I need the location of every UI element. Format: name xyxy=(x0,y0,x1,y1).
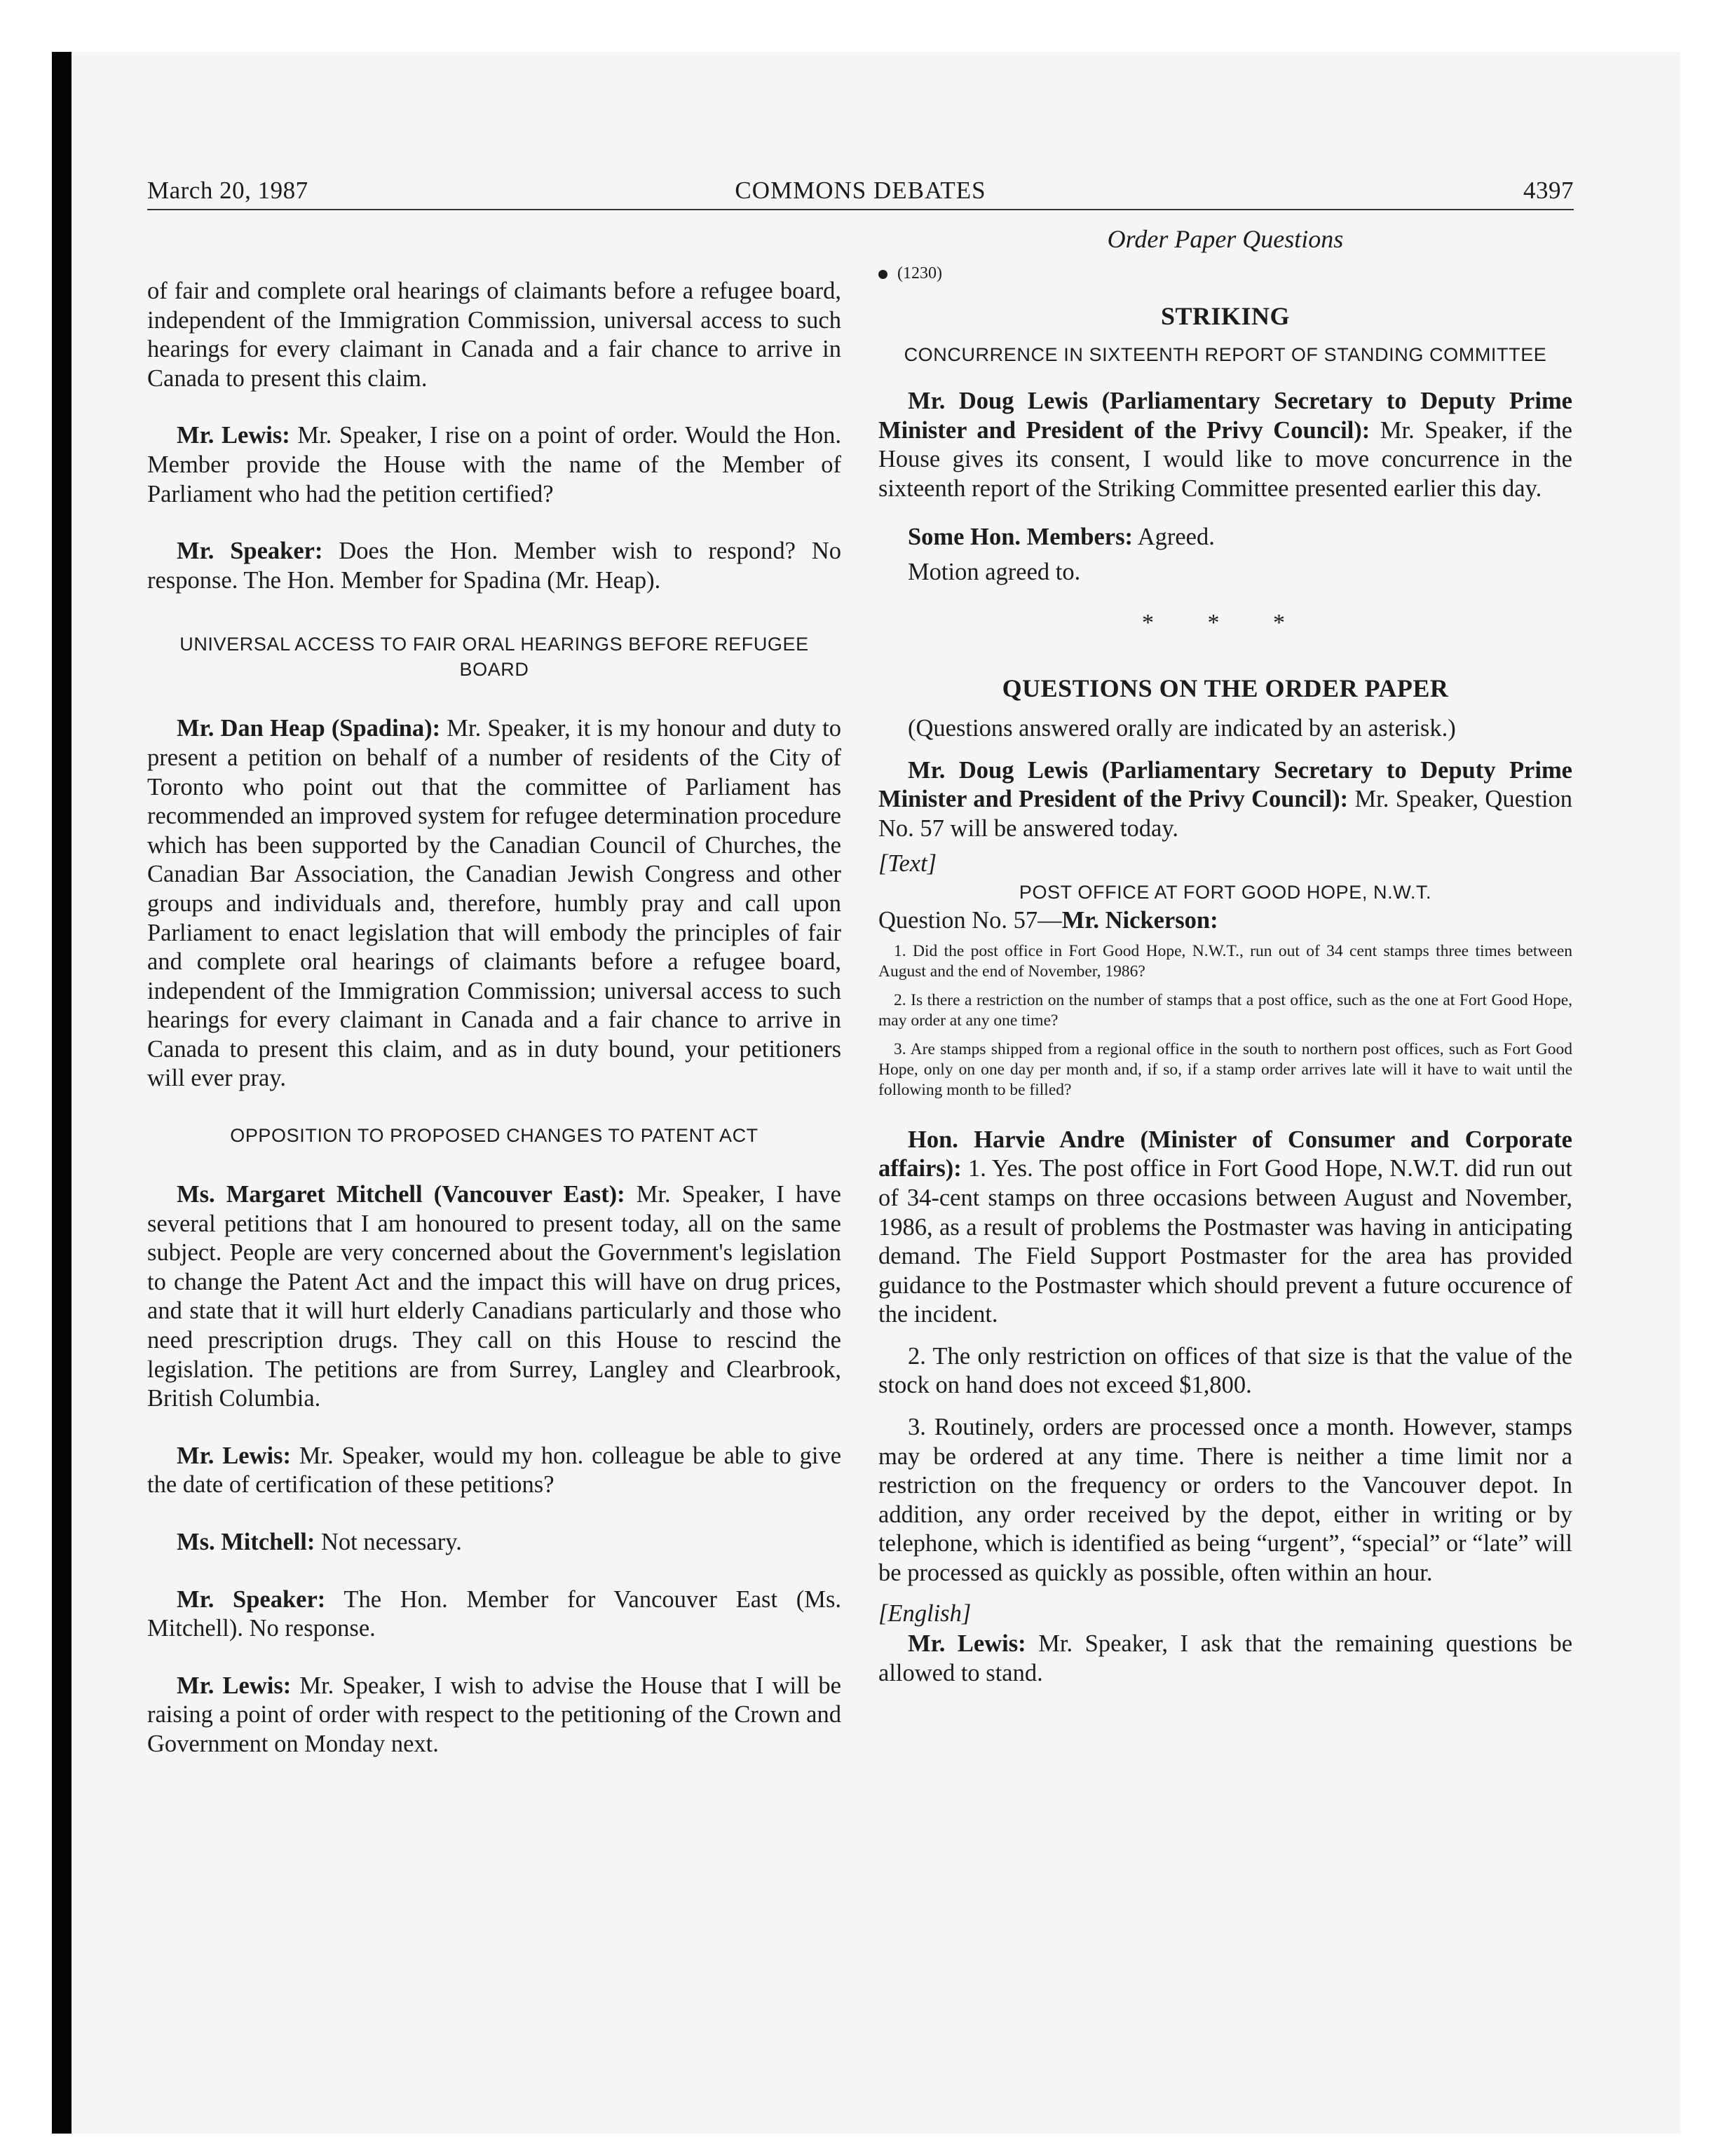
paragraph: of fair and complete oral hearings of claimants before a refugee board, independent of the Immigration Commission, universal access to such hearings for every claimant in Canada and a fair chance to arrive in Canada to present this claim. xyxy=(147,278,841,392)
section-break-stars: * * * xyxy=(1142,609,1309,636)
speaker-name: Mr. Lewis: xyxy=(177,1672,292,1699)
speaker-name: Ms. Margaret Mitchell (Vancouver East): xyxy=(177,1181,625,1208)
paragraph xyxy=(147,1585,841,1644)
paragraph xyxy=(878,523,1572,552)
header-journal-title: COMMONS DEBATES xyxy=(735,177,986,204)
timecode-text: (1230) xyxy=(897,264,942,282)
speaker-name: Mr. Doug Lewis (Parliamentary Secretary to Deputy Prime Minister and President of the Privy Council): xyxy=(878,756,1572,813)
speech-text: Mr. Speaker, I wish to advise the House that I will be raising a point of order with respect to the petitioning of the Crown and Government on Monday next. xyxy=(147,1672,841,1757)
paragraph xyxy=(147,421,841,509)
section-title: Order Paper Questions xyxy=(1107,225,1344,253)
paragraph xyxy=(147,714,841,1093)
paragraph: 3. Routinely, orders are processed once a month. However, stamps may be ordered at any time. There is neither a time limit nor a restriction on the frequency or orders to the Vancouver depot. In addition, any order received by the depot, either in writing or by telephone, which is identified as being “urgent”, “special” or “late” will be processed as quickly as possible, often within an hour. xyxy=(878,1414,1572,1587)
paragraph xyxy=(147,1180,841,1414)
left-column xyxy=(147,277,841,1759)
paragraph xyxy=(878,1126,1572,1330)
speaker-name: Mr. Lewis: xyxy=(177,422,290,449)
paragraph: Motion agreed to. xyxy=(908,558,1081,585)
speech-text: Not necessary. xyxy=(315,1529,462,1555)
paragraph xyxy=(878,387,1572,503)
speech-text: Mr. Speaker, it is my honour and duty to present a petition on behalf of a number of residents of the City of Toronto who point out that the committee of Parliament has recommended an improved system for refugee determination procedure which has been supported by the Canadian Council of Churches, the Canadian Bar Association, the Canadian Jewish Congress and other groups and individuals and, therefore, humbly pray and call upon Parliament to enact legislation that will embody the principles of fair and complete oral hearings of claimants before a refugee board, independent of the Immigration Commission; universal access to such hearings for every claimant in Canada and a fair chance to arrive in Canada to present this claim, and as in duty bound, your petitioners will ever pray. xyxy=(147,715,841,1092)
speech-text: Agreed. xyxy=(1132,524,1215,551)
bullet-icon xyxy=(878,270,887,279)
header-date: March 20, 1987 xyxy=(147,177,308,204)
language-marker: [English] xyxy=(878,1599,972,1627)
paragraph: (Questions answered orally are indicated by an asterisk.) xyxy=(908,715,1456,742)
question-line xyxy=(878,906,1572,936)
speech-text: Does the Hon. Member wish to respond? No response. The Hon. Member for Spadina (Mr. Heap). xyxy=(147,538,841,594)
speech-text: Mr. Speaker, would my hon. colleague be able to give the date of certification of these petitions? xyxy=(147,1442,842,1499)
question-label: Question No. 57— xyxy=(878,907,1062,934)
speaker-name: Mr. Doug Lewis (Parliamentary Secretary to Deputy Prime Minister and President of the Privy Council): xyxy=(878,388,1572,444)
paragraph: 2. The only restriction on offices of that size is that the value of the stock on hand does not exceed $1,800. xyxy=(878,1342,1572,1399)
paragraph xyxy=(147,537,841,595)
paragraph xyxy=(147,1442,841,1500)
section-heading: UNIVERSAL ACCESS TO FAIR ORAL HEARINGS BEFORE REFUGEE BOARD xyxy=(179,634,809,681)
speech-text: Mr. Speaker, I rise on a point of order. Would the Hon. Member provide the House with the name of the Member of Parliament who had the petition certified? xyxy=(147,422,841,507)
paragraph xyxy=(878,756,1572,844)
speech-text: Mr. Speaker, I ask that the remaining questions be allowed to stand. xyxy=(878,1630,1573,1686)
speech-text: Mr. Speaker, I have several petitions that I am honoured to present today, all on the same subject. People are very concerned about the Government's legislation to change the Patent Act and the impact this will have on drug prices, and state that it will hurt elderly Canadians particularly and those who need prescription drugs. They call on this House to rescind the legislation. The petitions are from Surrey, Langley and Clearbrook, British Columbia. xyxy=(147,1181,841,1412)
subheading-concurrence: CONCURRENCE IN SIXTEENTH REPORT OF STANDING COMMITTEE xyxy=(904,344,1547,365)
speaker-name: Some Hon. Members: xyxy=(908,524,1133,551)
speaker-name: Mr. Lewis: xyxy=(908,1630,1026,1658)
question-item: 3. Are stamps shipped from a regional office in the south to northern post offices, such as Fort Good Hope, only on one day per month and, if so, if a stamp order arrives late will it have to wait until the following month to be filled? xyxy=(878,1039,1572,1099)
section-heading: OPPOSITION TO PROPOSED CHANGES TO PATENT ACT xyxy=(230,1125,758,1147)
speaker-name: Mr. Dan Heap (Spadina): xyxy=(177,715,441,742)
speech-text: 1. Yes. The post office in Fort Good Hope, N.W.T. did run out of 34-cent stamps on three occasions between August and November, 1986, as a result of problems the Postmaster was having in anticipating demand. The Field Support Postmaster for the area has provided guidance to the Postmaster which should prevent a future occurence of the incident. xyxy=(878,1155,1572,1328)
heading-questions: QUESTIONS ON THE ORDER PAPER xyxy=(1002,674,1449,703)
speech-text: The Hon. Member for Vancouver East (Ms. Mitchell). No response. xyxy=(147,1585,841,1642)
subheading-post-office: POST OFFICE AT FORT GOOD HOPE, N.W.T. xyxy=(1019,882,1432,903)
speaker-name: Mr. Speaker: xyxy=(177,1585,326,1613)
timecode xyxy=(878,259,1572,287)
speaker-name: Mr. Lewis: xyxy=(177,1442,291,1469)
running-header xyxy=(147,177,1574,210)
header-page-number: 4397 xyxy=(1523,177,1574,204)
binding-edge xyxy=(52,52,72,2134)
language-marker: [Text] xyxy=(878,850,937,877)
speaker-name: Mr. Speaker: xyxy=(177,538,323,565)
heading-striking: STRIKING xyxy=(1160,302,1291,330)
speech-text: Mr. Speaker, Question No. 57 will be answered today. xyxy=(878,786,1572,842)
speech-text: Mr. Speaker, if the House gives its consent, I would like to move concurrence in the sixteenth report of the Striking Committee presented earlier this day. xyxy=(878,416,1572,502)
question-item: 1. Did the post office in Fort Good Hope, N.W.T., run out of 34 cent stamps three times between August and the end of November, 1986? xyxy=(878,941,1572,981)
paragraph xyxy=(878,1630,1572,1688)
speaker-name: Ms. Mitchell: xyxy=(177,1529,315,1555)
question-asker: Mr. Nickerson: xyxy=(1061,907,1218,934)
speaker-name: Hon. Harvie Andre (Minister of Consumer and Corporate affairs): xyxy=(878,1126,1572,1182)
paragraph xyxy=(147,1672,841,1759)
right-column xyxy=(878,223,1572,1688)
paragraph xyxy=(147,1528,841,1557)
question-item: 2. Is there a restriction on the number of stamps that a post office, such as the one at Fort Good Hope, may order at any one time? xyxy=(878,990,1572,1030)
